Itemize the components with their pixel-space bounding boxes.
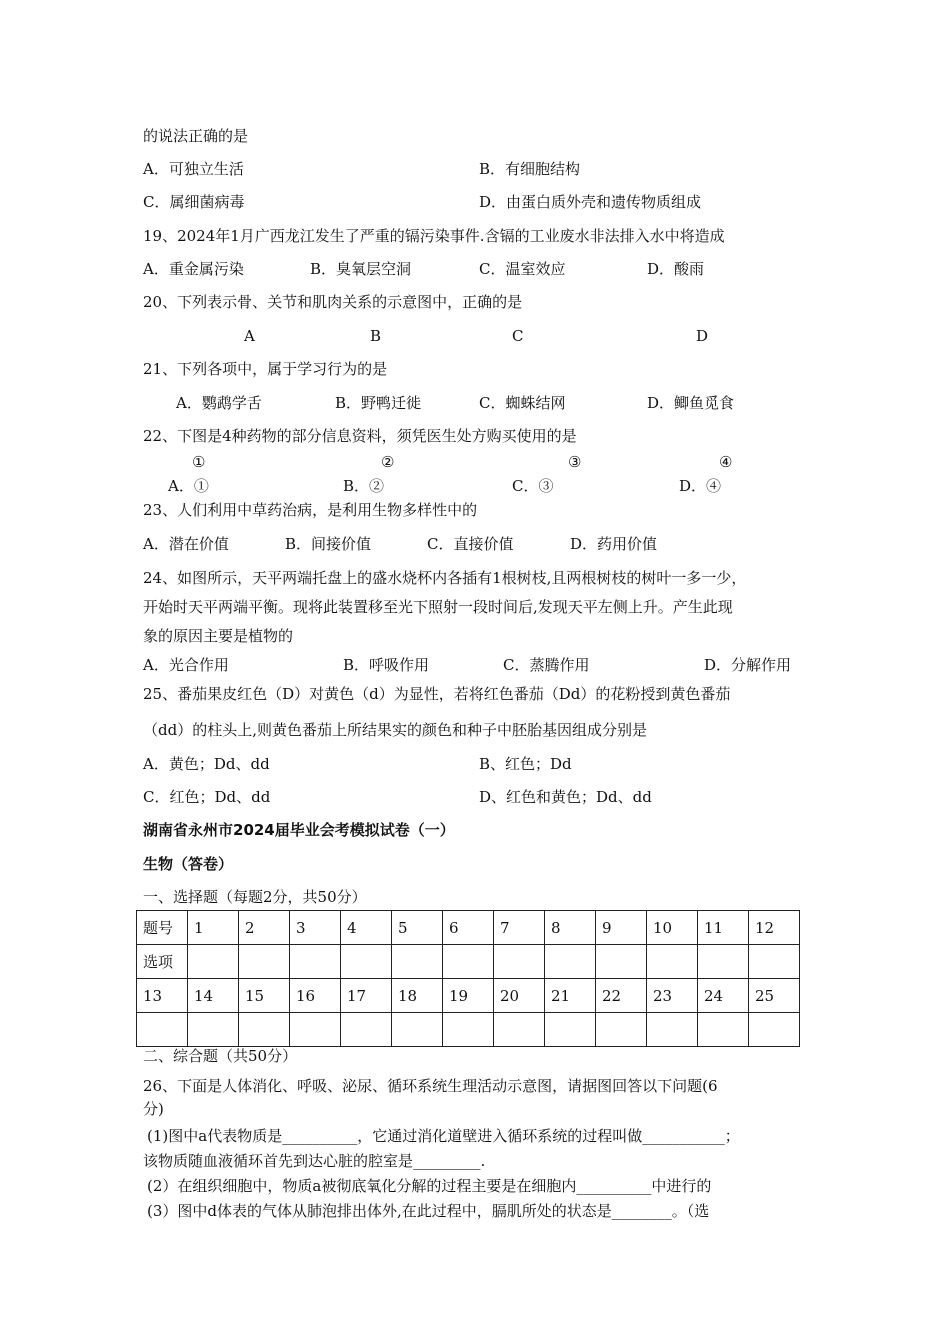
q20-figure-label-c: C bbox=[512, 327, 524, 345]
q19-option-c: C．温室效应 bbox=[479, 260, 566, 278]
answer-cell[interactable] bbox=[188, 945, 239, 979]
answer-cell[interactable] bbox=[392, 1013, 443, 1047]
q22-option-c: C．③ bbox=[512, 477, 554, 495]
answer-cell[interactable] bbox=[494, 1013, 545, 1047]
answer-cell[interactable] bbox=[392, 945, 443, 979]
q25-option-d: D、红色和黄色；Dd、dd bbox=[479, 788, 652, 806]
q26-part-3: (3）图中d体表的气体从肺泡排出体外,在此过程中，膈肌所处的状态是________。（选 bbox=[147, 1202, 710, 1220]
q23-option-b: B．间接价值 bbox=[285, 535, 372, 553]
q20-figure-label-a: A bbox=[244, 327, 255, 345]
answer-sheet-subtitle: 生物（答卷） bbox=[143, 855, 234, 873]
answer-table-row-answers-1 bbox=[137, 945, 800, 979]
q23-stem: 23、人们利用中草药治病，是利用生物多样性中的 bbox=[143, 501, 478, 519]
answer-table-row-answers-2 bbox=[137, 1013, 800, 1047]
q18-stem: 的说法正确的是 bbox=[143, 127, 249, 145]
q21-option-a: A．鹦鹉学舌 bbox=[176, 394, 262, 412]
q26-part-1-line-2: 该物质随血液循环首先到达心脏的腔室是_________. bbox=[143, 1152, 486, 1170]
answer-cell[interactable] bbox=[596, 945, 647, 979]
answer-cell[interactable] bbox=[545, 945, 596, 979]
answer-cell[interactable] bbox=[239, 945, 290, 979]
q22-option-d: D．④ bbox=[679, 477, 722, 495]
q21-option-c: C．蜘蛛结网 bbox=[479, 394, 566, 412]
answer-cell[interactable] bbox=[443, 945, 494, 979]
number-cell: 10 bbox=[647, 911, 698, 945]
q25-option-c: C．红色；Dd、dd bbox=[143, 788, 271, 806]
q22-figure-label-4: ④ bbox=[719, 453, 733, 471]
q23-option-d: D．药用价值 bbox=[570, 535, 658, 553]
q26-part-1-line-1: (1)图中a代表物质是__________，它通过消化道壁进入循环系统的过程叫做___________； bbox=[147, 1127, 740, 1145]
q18-option-a: A．可独立生活 bbox=[143, 160, 244, 178]
q25-option-b: B、红色；Dd bbox=[479, 755, 572, 773]
q24-stem-line-1: 24、如图所示，天平两端托盘上的盛水烧杯内各插有1根树枝,且两根树枝的树叶一多一少， bbox=[143, 569, 747, 587]
q24-stem-line-3: 象的原因主要是植物的 bbox=[143, 627, 294, 645]
answer-cell[interactable] bbox=[647, 1013, 698, 1047]
answer-cell[interactable] bbox=[596, 1013, 647, 1047]
answer-table bbox=[136, 910, 800, 1047]
q19-option-b: B．臭氧层空洞 bbox=[310, 260, 412, 278]
q22-option-a: A．① bbox=[168, 477, 209, 495]
q26-stem-line-1: 26、下面是人体消化、呼吸、泌尿、循环系统生理活动示意图，请据图回答以下问题(6 bbox=[143, 1077, 718, 1095]
answer-sheet-title: 湖南省永州市2024届毕业会考模拟试卷（一） bbox=[143, 821, 455, 839]
answer-table-row-numbers-1 bbox=[137, 911, 800, 945]
answer-table-row-numbers-2 bbox=[137, 979, 800, 1013]
answer-cell[interactable] bbox=[341, 1013, 392, 1047]
number-cell: 4 bbox=[341, 911, 392, 945]
number-cell: 2 bbox=[239, 911, 290, 945]
answer-cell[interactable] bbox=[494, 945, 545, 979]
section-1-heading: 一、选择题（每题2分，共50分） bbox=[143, 888, 367, 906]
answer-cell[interactable] bbox=[647, 945, 698, 979]
q22-figure-label-1: ① bbox=[192, 453, 206, 471]
q26-part-2: (2）在组织细胞中，物质a被彻底氧化分解的过程主要是在细胞内__________中进行的 bbox=[147, 1177, 712, 1195]
q18-option-d: D．由蛋白质外壳和遗传物质组成 bbox=[479, 193, 702, 211]
number-cell: 24 bbox=[698, 979, 749, 1013]
answer-cell[interactable] bbox=[188, 1013, 239, 1047]
number-cell: 20 bbox=[494, 979, 545, 1013]
q24-option-b: B．呼吸作用 bbox=[343, 656, 430, 674]
number-cell: 22 bbox=[596, 979, 647, 1013]
q26-stem-line-2: 分) bbox=[143, 1100, 164, 1118]
number-cell: 19 bbox=[443, 979, 494, 1013]
header-cell: 题号 bbox=[137, 911, 188, 945]
number-cell: 1 bbox=[188, 911, 239, 945]
answer-cell[interactable] bbox=[290, 1013, 341, 1047]
answer-cell[interactable] bbox=[698, 1013, 749, 1047]
number-cell: 6 bbox=[443, 911, 494, 945]
number-cell: 23 bbox=[647, 979, 698, 1013]
q24-stem-line-2: 开始时天平两端平衡。现将此装置移至光下照射一段时间后,发现天平左侧上升。产生此现 bbox=[143, 598, 733, 616]
q20-figure-label-d: D bbox=[696, 327, 709, 345]
number-cell: 25 bbox=[749, 979, 800, 1013]
q24-option-d: D．分解作用 bbox=[704, 656, 792, 674]
q25-stem-line-2: （dd）的柱头上,则黄色番茄上所结果实的颜色和种子中胚胎基因组成分别是 bbox=[143, 721, 647, 739]
q22-figure-label-2: ② bbox=[381, 453, 395, 471]
answer-cell[interactable] bbox=[137, 1013, 188, 1047]
q21-option-d: D．鲫鱼觅食 bbox=[647, 394, 735, 412]
q22-figure-label-3: ③ bbox=[568, 453, 582, 471]
answer-cell[interactable] bbox=[545, 1013, 596, 1047]
number-cell: 12 bbox=[749, 911, 800, 945]
number-cell: 7 bbox=[494, 911, 545, 945]
number-cell: 18 bbox=[392, 979, 443, 1013]
number-cell: 9 bbox=[596, 911, 647, 945]
answer-cell[interactable] bbox=[443, 1013, 494, 1047]
q19-stem: 19、2024年1月广西龙江发生了严重的镉污染事件.含镉的工业废水非法排入水中将造成 bbox=[143, 227, 725, 245]
q20-stem: 20、下列表示骨、关节和肌肉关系的示意图中，正确的是 bbox=[143, 293, 523, 311]
q22-stem: 22、下图是4种药物的部分信息资料，须凭医生处方购买使用的是 bbox=[143, 427, 577, 445]
number-cell: 8 bbox=[545, 911, 596, 945]
q25-stem-line-1: 25、番茄果皮红色（D）对黄色（d）为显性，若将红色番茄（Dd）的花粉授到黄色番茄 bbox=[143, 685, 731, 703]
section-2-heading: 二、综合题（共50分） bbox=[143, 1047, 298, 1065]
answer-cell[interactable] bbox=[749, 1013, 800, 1047]
q22-option-b: B．② bbox=[343, 477, 385, 495]
number-cell: 21 bbox=[545, 979, 596, 1013]
answer-cell[interactable] bbox=[239, 1013, 290, 1047]
q19-option-a: A．重金属污染 bbox=[143, 260, 244, 278]
answer-cell[interactable] bbox=[749, 945, 800, 979]
number-cell: 17 bbox=[341, 979, 392, 1013]
q18-option-b: B．有细胞结构 bbox=[479, 160, 581, 178]
answer-cell[interactable] bbox=[290, 945, 341, 979]
q24-option-c: C．蒸腾作用 bbox=[503, 656, 590, 674]
q23-option-a: A．潜在价值 bbox=[143, 535, 229, 553]
q19-option-d: D．酸雨 bbox=[647, 260, 705, 278]
number-cell: 5 bbox=[392, 911, 443, 945]
number-cell: 13 bbox=[137, 979, 188, 1013]
q20-figure-label-b: B bbox=[370, 327, 382, 345]
number-cell: 15 bbox=[239, 979, 290, 1013]
q21-option-b: B．野鸭迁徙 bbox=[335, 394, 422, 412]
number-cell: 11 bbox=[698, 911, 749, 945]
answer-cell[interactable] bbox=[698, 945, 749, 979]
q25-option-a: A．黄色；Dd、dd bbox=[143, 755, 270, 773]
number-cell: 3 bbox=[290, 911, 341, 945]
number-cell: 16 bbox=[290, 979, 341, 1013]
number-cell: 14 bbox=[188, 979, 239, 1013]
q18-option-c: C．属细菌病毒 bbox=[143, 193, 245, 211]
q23-option-c: C．直接价值 bbox=[427, 535, 514, 553]
answer-cell[interactable] bbox=[341, 945, 392, 979]
q24-option-a: A．光合作用 bbox=[143, 656, 229, 674]
header-cell: 选项 bbox=[137, 945, 188, 979]
q21-stem: 21、下列各项中，属于学习行为的是 bbox=[143, 360, 388, 378]
